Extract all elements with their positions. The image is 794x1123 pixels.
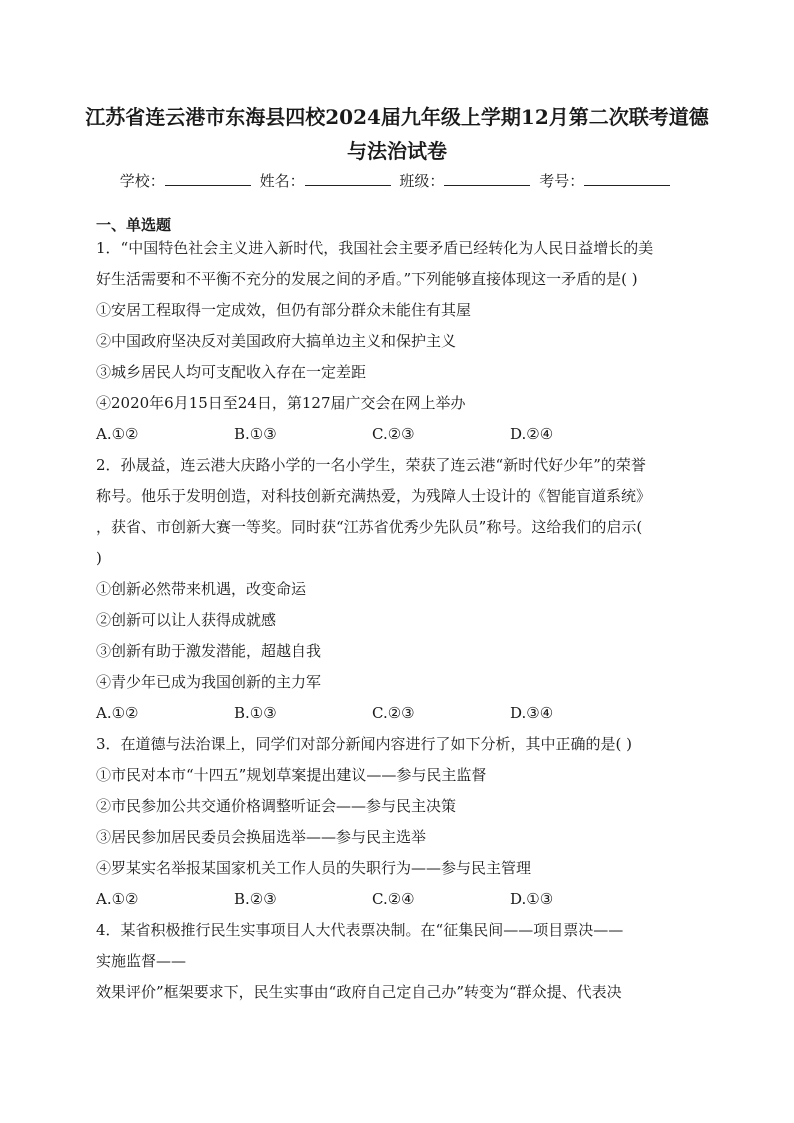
question-line: ③城乡居民人均可支配收入存在一定差距 [96,363,367,381]
class-blank[interactable] [444,171,530,186]
question-line: 称号。他乐于发明创造，对科技创新充满热爱，为残障人士设计的《智能盲道系统》 [96,487,652,505]
school-blank[interactable] [165,171,251,186]
name-label: 姓名： [259,172,305,190]
exam-title [60,100,734,168]
option-d[interactable]: D.③④ [510,704,554,722]
question-line: ①安居工程取得一定成效，但仍有部分群众未能住有其屋 [96,301,472,319]
option-c[interactable]: C.②③ [372,704,415,722]
question-3 [96,729,700,915]
option-d[interactable]: D.①③ [510,890,554,908]
question-1 [96,233,700,450]
option-a[interactable]: A.①② [96,704,139,722]
question-line: 3．在道德与法治课上，同学们对部分新闻内容进行了如下分析，其中正确的是( ) [96,735,633,753]
question-line: ①创新必然带来机遇，改变命运 [96,580,307,598]
question-line: ④青少年已成为我国创新的主力军 [96,673,322,691]
option-c[interactable]: C.②③ [372,425,415,443]
exam-no-label: 考号： [539,172,585,190]
question-line: ②中国政府坚决反对美国政府大搞单边主义和保护主义 [96,332,457,350]
option-b[interactable]: B.②③ [234,890,277,908]
option-b[interactable]: B.①③ [234,704,277,722]
question-line: 4．某省积极推行民生实事项目人大代表票决制。在“征集民间——项目票决—— [96,921,624,939]
school-label: 学校： [119,172,165,190]
answer-options [96,698,700,729]
question-line: ②市民参加公共交通价格调整听证会——参与民主决策 [96,797,457,815]
title-line-1: 江苏省连云港市东海县四校2024届九年级上学期12月第二次联考道德 [85,105,709,129]
option-b[interactable]: B.①③ [234,425,277,443]
questions-list [96,233,700,1008]
question-line: ，获省、市创新大赛一等奖。同时获“江苏省优秀少先队员”称号。这给我们的启示( [96,518,643,536]
question-4 [96,915,700,1008]
question-line: ④罗某实名举报某国家机关工作人员的失职行为——参与民主管理 [96,859,532,877]
question-line: ④2020年6月15日至24日，第127届广交会在网上举办 [96,394,466,412]
question-line: ③居民参加居民委员会换届选举——参与民主选举 [96,828,427,846]
question-2 [96,450,700,729]
title-line-2: 与法治试卷 [347,139,447,163]
question-line: 1．“中国特色社会主义进入新时代，我国社会主要矛盾已经转化为人民日益增长的美 [96,239,654,257]
answer-options [96,884,700,915]
name-blank[interactable] [305,171,391,186]
question-line: ) [96,549,102,567]
question-line: ②创新可以让人获得成就感 [96,611,277,629]
question-line: 实施监督—— [96,952,187,970]
question-line: ③创新有助于激发潜能，超越自我 [96,642,322,660]
section-heading: 一、单选题 [96,216,172,234]
exam-no-blank[interactable] [584,171,670,186]
class-label: 班级： [399,172,445,190]
question-line: 好生活需要和不平衡不充分的发展之间的矛盾。”下列能够直接体现这一矛盾的是( ) [96,270,638,288]
question-line: 效果评价”框架要求下，民生实事由“政府自己定自己办”转变为“群众提、代表决 [96,983,622,1001]
option-a[interactable]: A.①② [96,890,139,908]
option-c[interactable]: C.②④ [372,890,415,908]
question-line: ①市民对本市“十四五”规划草案提出建议——参与民主监督 [96,766,487,784]
answer-options [96,419,700,450]
question-line: 2．孙晟益，连云港大庆路小学的一名小学生，荣获了连云港“新时代好少年”的荣誉 [96,456,646,474]
option-d[interactable]: D.②④ [510,425,554,443]
option-a[interactable]: A.①② [96,425,139,443]
student-info-line [0,170,794,191]
